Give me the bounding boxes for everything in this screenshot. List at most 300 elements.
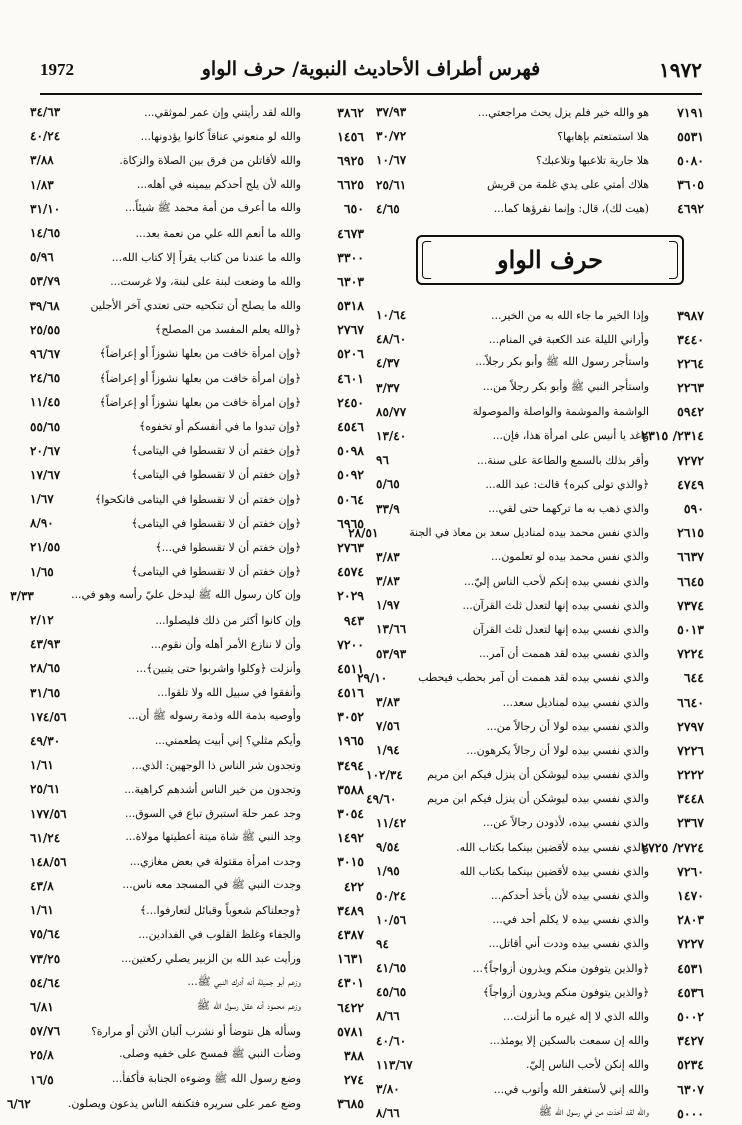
top-entries — [376, 100, 704, 221]
entry-reference: ٣/٨٨ — [30, 153, 54, 168]
entry-text: وإذا الخير ما جاء الله به من الخير... — [491, 308, 649, 322]
entry-text: وضع عمر على سريره فتكنفه الناس يدعون ويصلون. — [67, 1097, 301, 1111]
entry-text: ﴿وإن خفتم أن لا تقسطوا في اليتامى﴾ — [131, 516, 301, 530]
entry-text: والذي نفسي بيده إنها لتعدل ثلث القرآن... — [462, 598, 649, 612]
entry-text: ﴿وإن امرأة خافت من بعلها نشوزاً أو إعراضاً﴾ — [99, 347, 301, 361]
entry-reference: ٩/٥٤ — [376, 840, 400, 855]
entry-reference: ٦/٦٢ — [6, 1096, 31, 1111]
entry-number: ٣٦٨٥ — [337, 1096, 364, 1112]
entry-text: والله ما أعرف من أمة محمد ﷺ شيئاً... — [125, 200, 301, 214]
entry-reference: ١/٩٤ — [376, 743, 400, 758]
entry-text: والذي نفسي بيده إنها لتعدل ثلث القرآن — [472, 622, 649, 636]
entry-number: ٢٦١٥ — [677, 525, 704, 541]
entry-reference: ٥٤/٦٤ — [30, 975, 61, 990]
entry-reference: ٤٨/٦٠ — [376, 332, 407, 347]
entry-number: ٣٩٨٧ — [677, 307, 704, 323]
entry-text: والله ما يصلح أن تنكحيه حتى تعتدي آخر الأجلين — [90, 299, 301, 313]
entry-reference: ٨/٦٦ — [376, 1009, 400, 1024]
index-entry — [30, 1019, 364, 1043]
entry-text: واستأجر النبي ﷺ وأبو بكر رجلاً من... — [482, 379, 649, 393]
entry-number: ٣٤٨٩ — [337, 902, 364, 918]
entry-reference: ٣/٣٣ — [10, 588, 34, 603]
entry-number: ٢٤٥٠ — [337, 394, 364, 410]
entry-text: والذي نفسي بيده لقد هممت أن آمر... — [478, 647, 649, 661]
entry-number: ٤٥٤٦ — [337, 419, 364, 435]
entry-number: ٢٧٢٤/ ٢٧٢٥ — [641, 839, 704, 855]
entry-text: وأنفقوا في سبيل الله ولا تلقوا... — [157, 686, 301, 700]
entry-number: ٢٧٦٣ — [337, 539, 364, 555]
entry-reference: ٧٣/٢٥ — [30, 951, 61, 966]
index-entry — [348, 521, 704, 545]
index-entry — [30, 1068, 364, 1092]
entry-reference: ٤/٣٧ — [376, 356, 400, 371]
index-entry — [30, 898, 364, 922]
entry-text: وجد النبي ﷺ شاة ميتة أعطيتها مولاة... — [125, 829, 301, 843]
entry-text: والله لقد رأيتني وإن عمر لموثقي... — [144, 105, 301, 119]
entry-text: والذي نفسي بيده ليوشكن أن ينزل فيكم ابن مريم — [427, 768, 649, 782]
entry-text: وجد عمر حلة استبرق تباع في السوق... — [124, 807, 301, 821]
index-entry — [30, 439, 364, 463]
entry-text: والله لأن يلج أحدكم بيمينه في أهله... — [136, 178, 301, 192]
index-entry — [30, 414, 364, 438]
entry-number: ٢٢٢٢ — [677, 767, 704, 783]
entry-number: ٧٢٠٠ — [337, 636, 364, 652]
entry-number: ٤٦٩٢ — [677, 201, 704, 217]
index-entry — [30, 608, 364, 632]
entry-reference: ٣/٨٠ — [376, 1082, 400, 1097]
entry-number: ٥٠٩٢ — [337, 467, 364, 483]
entry-reference: ٥/٦٥ — [376, 477, 400, 492]
entry-reference: ١٠/٦٤ — [376, 308, 407, 323]
entry-text: وتجدون شر الناس ذا الوجهين: الذي... — [131, 758, 301, 772]
index-entry — [376, 197, 704, 221]
entry-reference: ٢٠/٦٧ — [30, 443, 61, 458]
entry-reference: ٢١/٥٥ — [30, 540, 61, 555]
entry-reference: ٣/٨٣ — [376, 574, 400, 589]
entry-reference: ٣٤/٦٣ — [30, 105, 61, 120]
left-entries — [6, 100, 364, 1116]
entry-reference: ٢/١٢ — [30, 613, 54, 628]
entry-reference: ١٠٢/٣٤ — [366, 767, 403, 782]
entry-reference: ١٤/٦٥ — [30, 226, 61, 241]
running-title: فهرس أطراف الأحاديث النبوية/ حرف الواو — [201, 58, 541, 80]
index-entry — [376, 303, 704, 327]
entry-number: ٣٨٦٢ — [337, 104, 364, 120]
entry-number: ٤٦٠١ — [337, 370, 364, 386]
index-entry — [30, 390, 364, 414]
entry-text: وإن كان رسول الله ﷺ ليدخل عليّ رأسه وهو في... — [71, 587, 301, 601]
entry-text: والذي نفسي بيده لقد هممت أن آمر بحطب فيحطب — [418, 671, 649, 685]
entry-reference: ٢٨/٥١ — [348, 525, 379, 540]
entry-reference: ٣١/١٠ — [30, 201, 61, 216]
entry-text: والذي نفسي بيده لأن يأخذ أحدكم... — [490, 889, 649, 903]
index-entry — [376, 173, 704, 197]
entry-text: والذي نفسي بيده لمناديل سعد... — [502, 695, 649, 709]
entry-text: ﴿والله يعلم المفسد من المصلح﴾ — [155, 323, 301, 337]
entry-reference: ١٣/٦٦ — [376, 622, 407, 637]
entry-text: والله ما أنعم الله علي من نعمة بعد... — [135, 226, 301, 240]
index-entry — [30, 971, 364, 995]
entry-number: ٧٣٧٤ — [677, 597, 704, 613]
index-entry — [376, 1077, 704, 1101]
entry-number: ٣٤٤٨ — [677, 791, 704, 807]
entry-reference: ٥/٩٦ — [30, 250, 54, 265]
entry-reference: ٢٨/٦٥ — [30, 661, 61, 676]
entry-text: ﴿وإن امرأة خافت من بعلها نشوزاً أو إعراضاً﴾ — [99, 395, 301, 409]
entry-text: ﴿وإن خفتم أن لا تقسطوا في...﴾ — [155, 540, 301, 554]
entry-text: وزعم أبو جميلة أنه أدرك النبي ﷺ... — [187, 974, 301, 988]
entry-number: ٥٩٤٢ — [677, 404, 704, 420]
entry-text: وتجدون من خير الناس أشدهم كراهية... — [124, 782, 301, 796]
entry-number: ٣٣٠٠ — [337, 249, 364, 265]
index-entry — [376, 545, 704, 569]
entry-number: ٥٢٠٦ — [337, 346, 364, 362]
entry-text: وإن كانوا أكثر من ذلك فليصلوا... — [155, 613, 301, 627]
index-entry — [30, 511, 364, 535]
entry-number: ٥٠٠٠ — [677, 1105, 704, 1121]
entry-number: ٦٤٤ — [683, 670, 704, 686]
entry-number: ٤٥٧٤ — [337, 564, 364, 580]
entry-text: وضأت النبي ﷺ فمسح على خفيه وصلى. — [119, 1047, 301, 1061]
entry-number: ٤٢٢ — [343, 878, 364, 894]
entry-reference: ١/٦٧ — [30, 492, 54, 507]
entry-text: وأيكم مثلي؟ إني أبيت يطعمني... — [154, 734, 301, 748]
entry-text: هو والله خير فلم يزل يحث مراجعتي... — [477, 105, 649, 119]
index-entry — [376, 448, 704, 472]
entry-number: ٧٢٢٦ — [677, 742, 704, 758]
index-entry — [376, 376, 704, 400]
entry-text: وأقر بذلك بالسمع والطاعة على سنة... — [476, 453, 649, 467]
entry-text: والذي نفسي بيده لأقضين بينكما بكتاب الله. — [456, 840, 649, 854]
entry-number: ١٩٦٥ — [337, 733, 364, 749]
entry-reference: ٣٣/٩ — [376, 501, 400, 516]
entry-reference: ٧/٥٦ — [376, 719, 400, 734]
index-entry — [376, 327, 704, 351]
entry-number: ٣٠٥٢ — [337, 709, 364, 725]
entry-text: ﴿والذين يتوفون منكم ويذرون أزواجاً﴾ — [482, 985, 649, 999]
entry-reference: ١٠/٦٧ — [376, 153, 407, 168]
entry-text: والجفاء وغلظ القلوب في الفدادين... — [138, 927, 301, 941]
entry-number: ٥٠٦٤ — [337, 491, 364, 507]
entry-number: ١٤٧٠ — [677, 888, 704, 904]
entry-reference: ٣/٨٣ — [376, 695, 400, 710]
entry-text: والله لقد أخذت من في رسول الله ﷺ — [538, 1105, 649, 1119]
entry-number: ٢٢٦٤ — [677, 355, 704, 371]
entry-text: والله إن سمعت بالسكين إلا يومئذ... — [489, 1034, 649, 1048]
entry-number: ٦٦٤٥ — [677, 573, 704, 589]
entry-reference: ١٦/٥ — [30, 1072, 54, 1087]
index-entry — [376, 472, 704, 496]
entry-reference: ٣/٨٣ — [376, 549, 400, 564]
entry-number: ٥٠٨٠ — [677, 152, 704, 168]
index-entry — [30, 269, 364, 293]
entry-text: ﴿وإن خفتم أن لا تقسطوا في اليتامى﴾ — [131, 444, 301, 458]
entry-reference: ١١/٤٥ — [30, 395, 61, 410]
index-entry — [376, 1004, 704, 1028]
entry-number: ٢٣٦٧ — [677, 815, 704, 831]
entry-reference: ٢٥/٨ — [30, 1048, 54, 1063]
entry-reference: ٤٠/٦٠ — [376, 1033, 407, 1048]
entry-reference: ١٧/٦٧ — [30, 467, 61, 482]
index-entry — [30, 729, 364, 753]
entry-text: والله ما وضعت لبنة على لبنة، ولا غرست... — [110, 274, 301, 288]
entry-number: ٢٧٦٧ — [337, 322, 364, 338]
entry-text: ﴿وإن خفتم أن لا تقسطوا في اليتامى﴾ — [131, 565, 301, 579]
entry-number: ٤٥٣١ — [677, 960, 704, 976]
index-entry — [376, 738, 704, 762]
index-entry — [30, 173, 364, 197]
entry-text: وزعم محمود أنه عقل رسول الله ﷺ — [196, 999, 301, 1013]
entry-number: ٢٠٢٩ — [337, 588, 364, 604]
index-entry — [30, 148, 364, 172]
entry-text: وأوصيه بذمة الله وذمة رسوله ﷺ أن... — [128, 708, 301, 722]
left-column — [6, 100, 364, 1116]
entry-number: ٦٩٦٥ — [337, 515, 364, 531]
index-entry — [30, 632, 364, 656]
entry-number: ٥٢٣٤ — [677, 1057, 704, 1073]
entry-number: ٣٨٨ — [343, 1047, 364, 1063]
entry-number: ٤٣٨٧ — [337, 926, 364, 942]
entry-text: ﴿وإن امرأة خافت من بعلها نشوزاً أو إعراضاً﴾ — [99, 371, 301, 385]
index-entry — [30, 318, 364, 342]
index-entry — [30, 801, 364, 825]
index-entry — [376, 124, 704, 148]
entry-number: ١٤٩٢ — [337, 830, 364, 846]
page-number-latin: 1972 — [40, 60, 74, 79]
entry-text: والذي نفس محمد بيده لو تعلمون... — [491, 550, 649, 564]
entry-reference: ٩٦/٦٧ — [30, 346, 61, 361]
entry-reference: ١٧٧/٥٦ — [30, 806, 67, 821]
entry-reference: ١٠/٥٦ — [376, 912, 407, 927]
entry-text: وضع رسول الله ﷺ وضوءه الجنابة فأكفأ... — [111, 1071, 301, 1085]
index-entry — [30, 463, 364, 487]
entry-reference: ١٤٨/٥٦ — [30, 854, 67, 869]
entry-text: ﴿وإن خفتم أن لا تقسطوا في اليتامى فانكحوا﴾ — [94, 492, 301, 506]
entry-number: ٦٦٤٠ — [677, 694, 704, 710]
entry-reference: ٣٠/٧٢ — [376, 129, 407, 144]
entry-number: ٣٤٩٤ — [337, 757, 364, 773]
section-heading-box — [416, 235, 684, 285]
index-entry — [376, 617, 704, 641]
entry-reference: ٥٠/٢٤ — [376, 888, 407, 903]
entry-number: ٥٠١٣ — [677, 621, 704, 637]
entry-text: والذي نفسي بيده ليوشكن أن ينزل فيكم ابن مريم — [427, 792, 649, 806]
entry-number: ٤٥١١ — [337, 660, 364, 676]
entry-number: ٦٣٠٧ — [677, 1081, 704, 1097]
index-entry — [366, 787, 704, 811]
entry-number: ٢٣١٤/ ٢٣١٥ — [641, 428, 704, 444]
index-entry — [30, 995, 364, 1019]
page-number-arabic: ١٩٧٢ — [659, 58, 702, 82]
index-entry — [30, 535, 364, 559]
entry-reference: ٢٥/٦١ — [376, 177, 407, 192]
section-title: حرف الواو — [497, 245, 603, 275]
index-entry — [357, 666, 704, 690]
entry-text: والذي نفسي بيده إنكم لأحب الناس إليّ... — [463, 574, 649, 588]
index-entry — [30, 705, 364, 729]
index-entry — [30, 294, 364, 318]
index-entry — [376, 351, 704, 375]
entry-reference: ٤٥/٦٥ — [376, 985, 407, 1000]
index-entry — [30, 656, 364, 680]
entry-text: (هيت لك)، قال: وإنما نقرؤها كما... — [493, 202, 649, 216]
index-entry — [376, 593, 704, 617]
entry-reference: ٢٩/١٠ — [357, 670, 388, 685]
entry-number: ٦٦٣٧ — [677, 549, 704, 565]
entry-number: ٥٣١٨ — [337, 298, 364, 314]
index-entry — [376, 690, 704, 714]
index-entry — [30, 245, 364, 269]
entry-text: والله لو منعوني عناقاً كانوا يؤدونها... — [140, 129, 301, 143]
entry-reference: ٤٩/٣٠ — [30, 733, 61, 748]
entry-text: ﴿وإن تبدوا ما في أنفسكم أو تخفوه﴾ — [139, 420, 301, 434]
entry-number: ٤٧٤٩ — [677, 476, 704, 492]
entry-number: ١٦٣١ — [337, 951, 364, 967]
entry-number: ٥٠٠٢ — [677, 1008, 704, 1024]
entry-reference: ٨٥/٧٧ — [376, 404, 407, 419]
entry-number: ٦٤٢٢ — [337, 999, 364, 1015]
entry-reference: ٤٣/٩٣ — [30, 637, 61, 652]
index-entry — [376, 1029, 704, 1053]
entry-text: وأراني الليلة عند الكعبة في المنام... — [488, 332, 649, 346]
entry-text: والله إنكن لأحب الناس إليّ. — [526, 1058, 649, 1072]
index-entry — [30, 197, 364, 221]
entry-reference: ٢٥/٥٥ — [30, 322, 61, 337]
index-entry — [30, 100, 364, 124]
index-entry — [376, 835, 704, 859]
index-entry — [376, 100, 704, 124]
entry-text: والذي ذهب به ما تركهما حتى لقي... — [488, 502, 649, 516]
index-entry — [376, 956, 704, 980]
index-entry — [30, 681, 364, 705]
header-rule — [40, 93, 702, 95]
entry-reference: ٥٥/٦٥ — [30, 419, 61, 434]
entry-reference: ١/٦١ — [30, 758, 54, 773]
entry-reference: ٦١/٢٤ — [30, 830, 61, 845]
index-entry — [366, 763, 704, 787]
entry-text: الواشمة والموشمة والواصلة والموصولة — [472, 405, 649, 419]
entry-text: والله الذي لا إله غيره ما أنزلت... — [503, 1009, 649, 1023]
entry-reference: ١١/٤٢ — [376, 815, 407, 830]
index-entry — [376, 1053, 704, 1077]
entry-reference: ١/٨٣ — [30, 177, 54, 192]
index-entry — [30, 560, 364, 584]
index-entry — [30, 487, 364, 511]
entry-text: والذي نفسي بيده لا يكلم أحد في... — [492, 913, 649, 927]
entry-text: ﴿وإن خفتم أن لا تقسطوا في اليتامى﴾ — [131, 468, 301, 482]
index-entry — [30, 342, 364, 366]
entry-text: ﴿والذي تولى كبره﴾ قالت: عبد الله... — [485, 477, 649, 491]
entry-reference: ٩٤ — [376, 936, 389, 951]
entry-reference: ٥٣/٩٣ — [376, 646, 407, 661]
entry-reference: ٨/٩٠ — [30, 516, 54, 531]
page-header — [40, 56, 702, 90]
entry-reference: ٥٣/٧٩ — [30, 274, 61, 289]
entry-reference: ٣/٣٧ — [376, 380, 400, 395]
index-entry — [376, 569, 704, 593]
index-entry — [30, 1043, 364, 1067]
entry-text: واستأجر رسول الله ﷺ وأبو بكر رجلاً... — [475, 355, 649, 369]
entry-text: والذي نفس محمد بيده لمناديل سعد بن معاذ في الجنة — [409, 526, 649, 540]
entry-number: ٤٥١٦ — [337, 685, 364, 701]
entry-number: ٢٧٤ — [343, 1072, 364, 1088]
entry-number: ٧٢٦٠ — [677, 863, 704, 879]
entry-text: وجدت امرأة مقتولة في بعض مغازي... — [129, 855, 301, 869]
entry-reference: ٢٤/٦٥ — [30, 371, 61, 386]
index-entry — [30, 947, 364, 971]
entry-reference: ١٧٤/٥٦ — [30, 709, 67, 724]
entry-text: هلاك أمتي على يدي غلمة من قريش — [487, 178, 649, 192]
entry-reference: ٨/٦٦ — [376, 1106, 400, 1121]
entry-text: والذي نفسي بيده لأقضين بينكما بكتاب الله — [459, 864, 649, 878]
index-entry — [30, 221, 364, 245]
entry-reference: ٥٧/٧٦ — [30, 1024, 61, 1039]
index-entry — [30, 850, 364, 874]
index-entry — [376, 859, 704, 883]
entry-number: ٢٢٦٣ — [677, 380, 704, 396]
entry-number: ٣٠١٥ — [337, 854, 364, 870]
index-entry — [30, 777, 364, 801]
entry-number: ٣٦٠٥ — [677, 177, 704, 193]
entry-reference: ٤٠/٢٤ — [30, 129, 61, 144]
index-entry — [376, 1101, 704, 1125]
entry-reference: ١/٦٥ — [30, 564, 54, 579]
entry-number: ٧٢٢٤ — [677, 646, 704, 662]
entry-reference: ٤/٦٥ — [376, 201, 400, 216]
entry-number: ٥٠٩٨ — [337, 443, 364, 459]
entry-text: ﴿والذين يتوفون منكم ويذرون أزواجاً﴾... — [472, 961, 649, 975]
entry-reference: ٤٣/٨ — [30, 879, 54, 894]
entry-number: ٤٦٧٣ — [337, 225, 364, 241]
index-entry — [30, 753, 364, 777]
entry-text: ورأيت عبد الله بن الزبير يصلي ركعتين... — [121, 952, 301, 966]
index-entry — [376, 932, 704, 956]
entry-number: ٥٥٣١ — [677, 128, 704, 144]
entry-reference: ٧٥/٦٤ — [30, 927, 61, 942]
entry-number: ٣٠٥٤ — [337, 806, 364, 822]
entry-number: ٣٥٨٨ — [337, 781, 364, 797]
index-entry — [10, 584, 364, 608]
index-entry — [376, 714, 704, 738]
entry-reference: ٣٧/٩٣ — [376, 105, 407, 120]
entry-number: ٦٩٢٥ — [337, 152, 364, 168]
entry-number: ٣٤٢٧ — [677, 1033, 704, 1049]
entry-text: واغد يا أنيس على امرأة هذا، فإن... — [492, 429, 649, 443]
index-entry — [376, 908, 704, 932]
entry-reference: ٣١/٦٥ — [30, 685, 61, 700]
entry-number: ٤٥٣٦ — [677, 984, 704, 1000]
entry-number: ٣٤٤٠ — [677, 331, 704, 347]
entry-reference: ١/٩٧ — [376, 598, 400, 613]
entry-text: والله إني لأستغفر الله وأتوب في... — [493, 1082, 649, 1096]
entry-text: والذي نفسي بيده لولا أن رجالاً يكرهون... — [466, 743, 649, 757]
entry-reference: ٩٦ — [376, 453, 389, 468]
entry-text: وأنزلت ﴿وكلوا واشربوا حتى يتبين﴾... — [136, 661, 301, 675]
index-entry — [30, 124, 364, 148]
entry-reference: ٣٩/٦٨ — [29, 298, 60, 313]
entry-number: ٥٧٨١ — [337, 1023, 364, 1039]
entry-text: هلا جارية تلاعبها وتلاعبك؟ — [535, 153, 649, 167]
entry-reference: ٢٥/٦١ — [30, 782, 61, 797]
entry-number: ٧٢٧٢ — [677, 452, 704, 468]
entry-number: ٦٦٢٥ — [337, 177, 364, 193]
index-entry — [6, 1092, 364, 1116]
entry-number: ٤٣٠١ — [337, 975, 364, 991]
index-entry — [376, 424, 704, 448]
entry-number: ٧١٩١ — [677, 104, 704, 120]
index-entry — [376, 642, 704, 666]
entry-text: والله ما عندنا من كتاب يقرأ إلا كتاب الله... — [111, 250, 301, 264]
